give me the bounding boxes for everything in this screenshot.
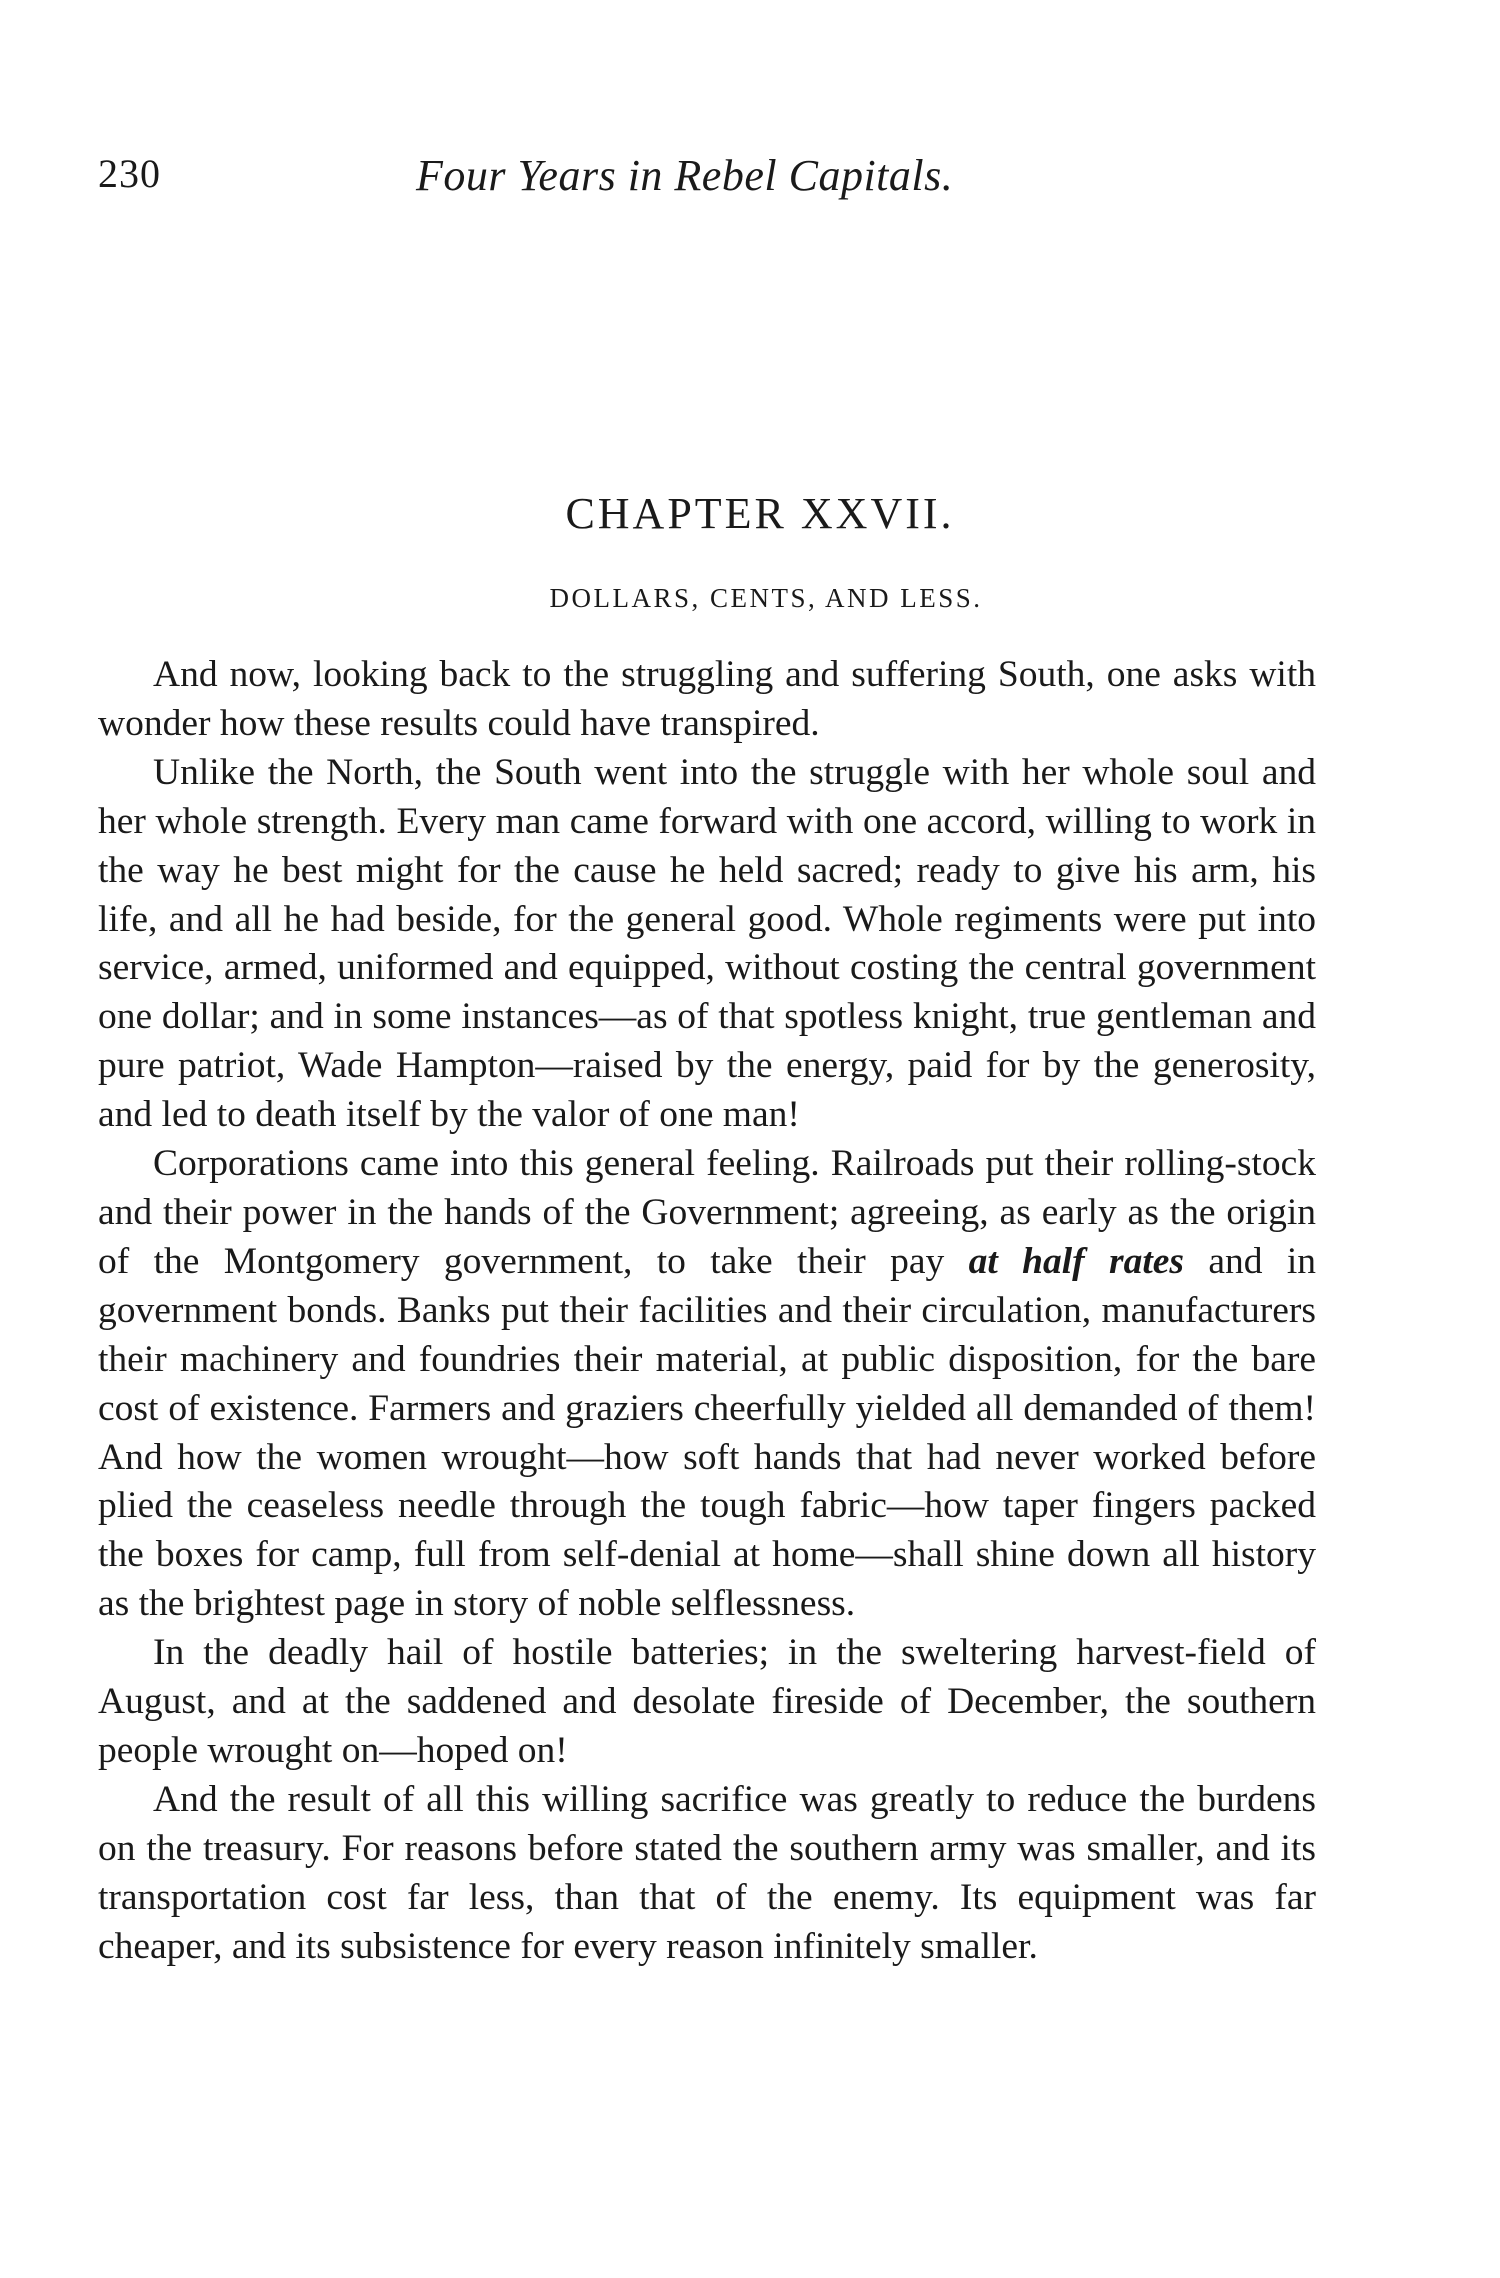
running-title: Four Years in Rebel Capitals. xyxy=(416,151,954,200)
paragraph-2: Unlike the North, the South went into the struggle with her whole soul and her whole strength. Every man came forward with one accord, willing to work in the way he best might for the cause he held sacred; ready to give his arm, his life, and all he had beside, for the general good. Whole regiments were put into service, armed, uniformed and equipped, without costing the central government one dollar; and in some instances—as of that spotless knight, true gentleman and pure patriot, Wade Hampton—raised by the energy, paid for by the generosity, and led to death itself by the valor of one man! xyxy=(98,751,1316,1136)
chapter-subtitle: DOLLARS, CENTS, AND LESS. xyxy=(549,583,983,613)
paragraph-1: And now, looking back to the struggling and suffering South, one asks with wonder how these results could have transpired. xyxy=(98,654,1316,744)
paragraph-3-part-1: Corporations came into this general feeling. Railroads put their rolling-stock and their power in the hands of the Government; agreeing, as early as the origin of the Montgomery government, to take their pay xyxy=(98,1143,1316,1282)
chapter-title: CHAPTER XXVII. xyxy=(565,489,955,538)
paragraph-3 xyxy=(98,1140,1316,1629)
paragraph-4: In the deadly hail of hostile batteries; in the sweltering harvest-field of August, and at the saddened and desolate fireside of December, the southern people wrought on—hoped on! xyxy=(98,1632,1316,1771)
paragraph-3-part-2: and in government bonds. Banks put their facilities and their circulation, manufacturers their machinery and foundries their material, at public disposition, for the bare cost of existence. Farmers and graziers cheerfully yielded all demanded of them! And how the women wrought—how soft hands that had never worked before plied the ceaseless needle through the tough fabric—how taper fingers packed the boxes for camp, full from self-denial at home—shall shine down all history as the brightest page in story of noble selflessness. xyxy=(98,1240,1317,1625)
paragraph-3-emphasis: at half rates xyxy=(968,1240,1184,1282)
running-head xyxy=(98,150,1318,210)
page-number: 230 xyxy=(98,151,161,196)
body-text xyxy=(98,651,1316,1971)
paragraph-5: And the result of all this willing sacrifice was greatly to reduce the burdens on the treasury. For reasons before stated the southern army was smaller, and its transportation cost far less, than that of the enemy. Its equipment was far cheaper, and its subsistence for every reason infinitely smaller. xyxy=(98,1778,1316,1967)
